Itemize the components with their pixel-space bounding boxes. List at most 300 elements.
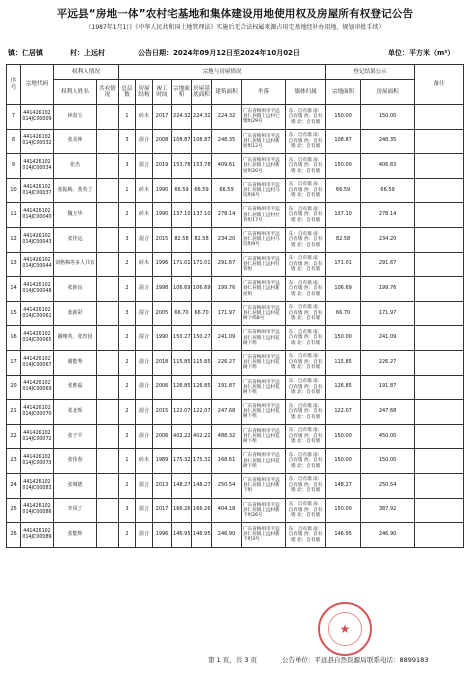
row-location: 广东省梅州市平远县仁居镇上远村花树下组 <box>242 424 286 449</box>
row-location: 广东省梅州市平远县仁居镇上远村马坑组9号 <box>242 227 286 252</box>
row-land-area: 106.69 <box>172 277 192 302</box>
page-title: 平远县“房地一体”农村宅基地和集体建设用地使用权及房屋所有权登记公告 <box>56 8 414 20</box>
row-seq: 24 <box>7 473 21 498</box>
row-reg-land: 126.85 <box>326 375 361 400</box>
row-location: 广东省梅州市平远县仁居镇上远村社背组 <box>242 252 286 277</box>
row-land-area: 171.01 <box>172 252 192 277</box>
row-land-area: 66.59 <box>172 178 192 203</box>
row-build-area: 488.32 <box>212 424 242 449</box>
row-remark <box>415 375 464 400</box>
row-build-area: 226.27 <box>212 350 242 375</box>
row-base-area: 66.59 <box>192 178 212 203</box>
row-location: 广东省梅州市平远县仁居镇上远村花树下组 <box>242 375 286 400</box>
row-build-area: 247.68 <box>212 400 242 425</box>
row-remark <box>415 277 464 302</box>
row-remark <box>415 301 464 326</box>
row-code: 441426102014JC00032 <box>21 129 54 154</box>
row-shared <box>97 129 119 154</box>
header-shared: 共有情况 <box>97 80 119 105</box>
row-seq: 16 <box>7 326 21 351</box>
row-reg-land: 171.01 <box>326 252 361 277</box>
row-reg-build: 291.67 <box>361 252 415 277</box>
row-floors: 3 <box>119 301 136 326</box>
row-year: 1990 <box>153 178 172 203</box>
row-base-area: 171.01 <box>192 252 212 277</box>
row-shared <box>97 473 119 498</box>
row-floors: 1 <box>119 178 136 203</box>
row-build-area: 404.18 <box>212 498 242 523</box>
row-base-area: 122.07 <box>192 400 212 425</box>
row-shared <box>97 498 119 523</box>
row-wall: 东：自有墙 南：自有墙 西：自有墙 北：自有墙 <box>286 227 326 252</box>
row-floors: 2 <box>119 523 136 548</box>
row-reg-build: 150.00 <box>361 105 415 130</box>
row-structure: 混合 <box>136 326 153 351</box>
row-location: 广东省梅州市平远县仁居镇上远村新屋组20号 <box>242 154 286 179</box>
row-base-area: 106.69 <box>192 277 212 302</box>
row-reg-land: 150.00 <box>326 449 361 474</box>
row-reg-land: 115.85 <box>326 350 361 375</box>
table-row <box>7 105 464 130</box>
header-rights: 权利人情况 <box>54 65 119 80</box>
row-code: 441426102014JC00048 <box>21 277 54 302</box>
header-wall: 墙体归属 <box>286 80 326 105</box>
header-base-area: 房屋基底面积 <box>192 80 212 105</box>
row-wall: 东：自有墙 南：自有墙 西：自有墙 北：自有墙 <box>286 105 326 130</box>
row-year: 2005 <box>153 301 172 326</box>
row-reg-build: 150.00 <box>361 449 415 474</box>
row-year: 1990 <box>153 326 172 351</box>
row-reg-land: 146.95 <box>326 523 361 548</box>
row-floors: 3 <box>119 498 136 523</box>
row-wall: 东：自有墙 南：自有墙 西：自有墙 北：自有墙 <box>286 178 326 203</box>
row-build-area: 246.90 <box>212 523 242 548</box>
row-land-area: 137.10 <box>172 203 192 228</box>
row-seq: 13 <box>7 252 21 277</box>
row-reg-land: 148.27 <box>326 473 361 498</box>
row-remark <box>415 203 464 228</box>
header-result: 登记结果公示 <box>326 65 415 80</box>
row-remark <box>415 473 464 498</box>
row-reg-land: 106.69 <box>326 277 361 302</box>
row-remark <box>415 326 464 351</box>
table-body <box>7 105 464 548</box>
row-structure: 混合 <box>136 154 153 179</box>
row-floors: 1 <box>119 105 136 130</box>
row-build-area: 250.54 <box>212 473 242 498</box>
row-structure: 砖木 <box>136 203 153 228</box>
row-shared <box>97 424 119 449</box>
row-holder: 谢能秀 <box>54 350 97 375</box>
row-location: 广东省梅州市平远县仁居镇上远村新下组26号 <box>242 498 286 523</box>
row-code: 441426102014JC00086 <box>21 498 54 523</box>
row-land-area: 122.07 <box>172 400 192 425</box>
row-code: 441426102014JC00073 <box>21 449 54 474</box>
table-row <box>7 178 464 203</box>
row-seq: 9 <box>7 154 21 179</box>
row-location: 广东省梅州市平远县仁居镇上远村新下组3号 <box>242 523 286 548</box>
notice-period: 公告日期：2024年09月12日至2024年10月02日 <box>138 49 300 57</box>
row-holder: 张北辉 <box>54 400 97 425</box>
row-shared <box>97 154 119 179</box>
row-holder: 李凤丁 <box>54 498 97 523</box>
row-remark <box>415 424 464 449</box>
row-shared <box>97 277 119 302</box>
row-seq: 14 <box>7 277 21 302</box>
row-shared <box>97 449 119 474</box>
row-build-area: 278.14 <box>212 203 242 228</box>
table-row <box>7 301 464 326</box>
registration-table <box>6 64 464 548</box>
row-reg-build: 387.92 <box>361 498 415 523</box>
row-holder: 魏玉华 <box>54 203 97 228</box>
row-code: 441426102014JC00067 <box>21 350 54 375</box>
row-reg-land: 150.00 <box>326 326 361 351</box>
row-remark <box>415 105 464 130</box>
row-floors: 2 <box>119 473 136 498</box>
row-structure: 砖木 <box>136 105 153 130</box>
row-holder: 林春玉 <box>54 105 97 130</box>
row-structure: 混合 <box>136 227 153 252</box>
row-code: 441426102014JC00070 <box>21 400 54 425</box>
header-seq: 序号 <box>7 65 21 105</box>
row-base-area: 148.27 <box>192 473 212 498</box>
table-row <box>7 227 464 252</box>
row-location: 广东省梅州市平远县仁居镇上远村新屋组 <box>242 277 286 302</box>
header-structure: 房屋结构 <box>136 80 153 105</box>
row-year: 2008 <box>153 129 172 154</box>
row-land-area: 175.32 <box>172 449 192 474</box>
row-reg-build: 247.68 <box>361 400 415 425</box>
row-reg-build: 250.54 <box>361 473 415 498</box>
table-row <box>7 203 464 228</box>
row-year: 2015 <box>153 400 172 425</box>
page-number: 第 1 页，共 3 页 <box>208 656 258 664</box>
row-base-area: 66.70 <box>192 301 212 326</box>
row-year: 1989 <box>153 449 172 474</box>
row-structure: 混合 <box>136 424 153 449</box>
row-seq: 21 <box>7 400 21 425</box>
row-holder: 张新彩 <box>54 301 97 326</box>
row-reg-build: 241.09 <box>361 326 415 351</box>
row-seq: 8 <box>7 129 21 154</box>
row-shared <box>97 227 119 252</box>
row-seq: 15 <box>7 301 21 326</box>
row-remark <box>415 154 464 179</box>
row-shared <box>97 301 119 326</box>
header-reg-land: 宗地面积 <box>326 80 361 105</box>
table-row <box>7 473 464 498</box>
row-base-area: 153.78 <box>192 154 212 179</box>
row-reg-land: 150.00 <box>326 105 361 130</box>
header-floors: 总层数 <box>119 80 136 105</box>
row-build-area: 191.87 <box>212 375 242 400</box>
row-reg-build: 171.97 <box>361 301 415 326</box>
row-location: 广东省梅州市平远县仁居镇上远村花树下组 <box>242 326 286 351</box>
row-seq: 26 <box>7 523 21 548</box>
row-wall: 东：自有墙 南：自有墙 西：自有墙 北：自有墙 <box>286 252 326 277</box>
row-wall: 东：自有墙 南：自有墙 西：自有墙 北：自有墙 <box>286 129 326 154</box>
row-holder: 张佳远 <box>54 227 97 252</box>
row-wall: 东：自有墙 南：自有墙 西：自有墙 北：自有墙 <box>286 375 326 400</box>
row-seq: 12 <box>7 227 21 252</box>
row-shared <box>97 252 119 277</box>
table-row <box>7 424 464 449</box>
row-reg-build: 278.14 <box>361 203 415 228</box>
header-location: 坐落 <box>242 80 286 105</box>
row-remark <box>415 449 464 474</box>
row-wall: 东：自有墙 南：自有墙 西：自有墙 北：自有墙 <box>286 449 326 474</box>
row-base-area: 82.58 <box>192 227 212 252</box>
issuing-org: 公告单位：平远县自然资源局 <box>282 656 367 664</box>
row-build-area: 224.32 <box>212 105 242 130</box>
row-reg-land: 150.00 <box>326 498 361 523</box>
row-remark <box>415 252 464 277</box>
town-label: 镇：仁居镇 <box>8 49 43 57</box>
row-remark <box>415 178 464 203</box>
row-wall: 东：自有墙 南：自有墙 西：自有墙 北：自有墙 <box>286 350 326 375</box>
row-shared <box>97 375 119 400</box>
contact-phone: 联系电话：8899183 <box>367 656 429 664</box>
row-reg-build: 226.27 <box>361 350 415 375</box>
row-structure: 砖木 <box>136 449 153 474</box>
row-base-area: 108.87 <box>192 129 212 154</box>
row-land-area: 150.27 <box>172 326 192 351</box>
row-seq: 10 <box>7 178 21 203</box>
row-floors: 2 <box>119 375 136 400</box>
row-reg-build: 234.20 <box>361 227 415 252</box>
table-row <box>7 326 464 351</box>
row-floors: 2 <box>119 203 136 228</box>
row-base-area: 146.95 <box>192 523 212 548</box>
row-base-area: 166.26 <box>192 498 212 523</box>
row-code: 441426102014JC00065 <box>21 326 54 351</box>
row-land-area: 402.22 <box>172 424 192 449</box>
row-build-area: 241.09 <box>212 326 242 351</box>
row-shared <box>97 105 119 130</box>
row-code: 441426102014JC00034 <box>21 154 54 179</box>
row-land-area: 115.85 <box>172 350 192 375</box>
row-shared <box>97 178 119 203</box>
row-code: 441426102014JC00040 <box>21 203 54 228</box>
row-reg-land: 66.59 <box>326 178 361 203</box>
row-location: 广东省梅州市平远县仁居镇上远村花树下组8号 <box>242 301 286 326</box>
table-row <box>7 375 464 400</box>
row-floors: 2 <box>119 424 136 449</box>
row-year: 2018 <box>153 350 172 375</box>
row-build-area: 248.35 <box>212 129 242 154</box>
row-structure: 混合 <box>136 301 153 326</box>
row-land-area: 153.78 <box>172 154 192 179</box>
table-row <box>7 400 464 425</box>
official-seal: ★ <box>318 602 372 656</box>
row-holder: 谢赌英、张育因 <box>54 326 97 351</box>
row-remark <box>415 227 464 252</box>
row-floors: 3 <box>119 129 136 154</box>
row-floors: 2 <box>119 326 136 351</box>
table-row <box>7 350 464 375</box>
row-base-area: 402.22 <box>192 424 212 449</box>
row-build-area: 234.20 <box>212 227 242 252</box>
row-land-area: 108.87 <box>172 129 192 154</box>
row-reg-build: 199.76 <box>361 277 415 302</box>
row-location: 广东省梅州市平远县仁居镇上远村新屋组12号 <box>242 129 286 154</box>
row-base-area: 115.85 <box>192 350 212 375</box>
table-row <box>7 154 464 179</box>
row-land-area: 66.70 <box>172 301 192 326</box>
table-row <box>7 523 464 548</box>
row-reg-land: 108.87 <box>326 129 361 154</box>
row-reg-land: 82.58 <box>326 227 361 252</box>
row-year: 2019 <box>153 154 172 179</box>
row-floors: 2 <box>119 252 136 277</box>
row-location: 广东省梅州市平远县仁居镇上远村花树下组 <box>242 350 286 375</box>
table-row <box>7 252 464 277</box>
row-code: 441426102014JC00089 <box>21 523 54 548</box>
row-reg-land: 150.00 <box>326 154 361 179</box>
row-seq: 7 <box>7 105 21 130</box>
row-year: 1996 <box>153 252 172 277</box>
row-structure: 砖木 <box>136 252 153 277</box>
row-shared <box>97 326 119 351</box>
row-location: 广东省梅州市平远县仁居镇上远村七墩组29号 <box>242 105 286 130</box>
row-year: 2017 <box>153 105 172 130</box>
row-year: 1990 <box>153 203 172 228</box>
row-location: 广东省梅州市平远县仁居镇上远村新下组 <box>242 473 286 498</box>
row-build-area: 168.61 <box>212 449 242 474</box>
row-build-area: 171.97 <box>212 301 242 326</box>
row-remark <box>415 350 464 375</box>
row-build-area: 199.76 <box>212 277 242 302</box>
row-reg-land: 66.70 <box>326 301 361 326</box>
row-floors: 2 <box>119 350 136 375</box>
row-location: 广东省梅州市平远县仁居镇上远村花树下组 <box>242 449 286 474</box>
row-reg-build: 246.90 <box>361 523 415 548</box>
row-location: 广东省梅州市平远县仁居镇上远村社背组17号 <box>242 203 286 228</box>
row-floors: 2 <box>119 400 136 425</box>
row-wall: 东：自有墙 南：自有墙 西：自有墙 北：自有墙 <box>286 203 326 228</box>
row-shared <box>97 350 119 375</box>
row-holder: 张子平 <box>54 424 97 449</box>
row-base-area: 175.32 <box>192 449 212 474</box>
row-structure: 砖木 <box>136 178 153 203</box>
row-base-area: 224.32 <box>192 105 212 130</box>
row-reg-build: 248.35 <box>361 129 415 154</box>
header-year: 竣工时间 <box>153 80 172 105</box>
row-code: 441426102014JC00061 <box>21 301 54 326</box>
row-floors: 2 <box>119 277 136 302</box>
row-year: 2015 <box>153 227 172 252</box>
row-shared <box>97 523 119 548</box>
row-holder: 张杰 <box>54 154 97 179</box>
table-row <box>7 449 464 474</box>
row-holder: 张胜福 <box>54 375 97 400</box>
row-structure: 混合 <box>136 523 153 548</box>
row-build-area: 291.67 <box>212 252 242 277</box>
header-build-area: 建筑面积 <box>212 80 242 105</box>
row-wall: 东：自有墙 南：自有墙 西：自有墙 北：自有墙 <box>286 498 326 523</box>
header-reg-build: 房屋面积 <box>361 80 415 105</box>
row-structure: 混合 <box>136 473 153 498</box>
row-land-area: 166.26 <box>172 498 192 523</box>
row-year: 2017 <box>153 498 172 523</box>
row-seq: 25 <box>7 498 21 523</box>
row-reg-build: 450.00 <box>361 424 415 449</box>
row-base-area: 150.27 <box>192 326 212 351</box>
header-holder: 权利人姓名 <box>54 80 97 105</box>
row-wall: 东：自有墙 南：自有墙 西：自有墙 北：自有墙 <box>286 326 326 351</box>
row-reg-build: 191.87 <box>361 375 415 400</box>
row-seq: 20 <box>7 375 21 400</box>
row-remark <box>415 498 464 523</box>
table-row <box>7 498 464 523</box>
row-structure: 混合 <box>136 498 153 523</box>
header-remark: 备注 <box>415 65 464 105</box>
row-seq: 17 <box>7 350 21 375</box>
village-label: 村：上远村 <box>70 49 105 57</box>
row-land-area: 82.58 <box>172 227 192 252</box>
row-wall: 东：自有墙 南：自有墙 西：自有墙 北：自有墙 <box>286 473 326 498</box>
row-build-area: 66.59 <box>212 178 242 203</box>
row-code: 441426102014JC00083 <box>21 473 54 498</box>
row-wall: 东：自有墙 南：自有墙 西：自有墙 北：自有墙 <box>286 301 326 326</box>
header-land-area: 宗地面积 <box>172 80 192 105</box>
row-year: 2006 <box>153 375 172 400</box>
row-wall: 东：自有墙 南：自有墙 西：自有墙 北：自有墙 <box>286 400 326 425</box>
row-reg-land: 150.00 <box>326 424 361 449</box>
row-remark <box>415 400 464 425</box>
row-holder: 张城德 <box>54 473 97 498</box>
row-holder: 张美坤 <box>54 129 97 154</box>
table-row <box>7 129 464 154</box>
row-reg-land: 122.07 <box>326 400 361 425</box>
row-holder: 张新良 <box>54 277 97 302</box>
row-reg-land: 137.10 <box>326 203 361 228</box>
row-floors: 1 <box>119 449 136 474</box>
header-land-house: 宗地与房屋情况 <box>119 65 326 80</box>
row-wall: 东：自有墙 南：自有墙 西：自有墙 北：自有墙 <box>286 523 326 548</box>
table-row <box>7 277 464 302</box>
row-holder: 刘格梅等多人共有 <box>54 252 97 277</box>
row-wall: 东：自有墙 南：自有墙 西：自有墙 北：自有墙 <box>286 154 326 179</box>
row-location: 广东省梅州市平远县仁居镇上远村花树下组 <box>242 400 286 425</box>
row-code: 441426102014JC00043 <box>21 227 54 252</box>
row-structure: 混合 <box>136 375 153 400</box>
row-shared <box>97 203 119 228</box>
row-base-area: 126.85 <box>192 375 212 400</box>
row-code: 441426102014JC00037 <box>21 178 54 203</box>
row-seq: 22 <box>7 424 21 449</box>
row-land-area: 146.95 <box>172 523 192 548</box>
row-wall: 东：自有墙 南：自有墙 西：自有墙 北：自有墙 <box>286 424 326 449</box>
row-code: 441426102014JC00072 <box>21 424 54 449</box>
row-structure: 混合 <box>136 277 153 302</box>
row-year: 1996 <box>153 523 172 548</box>
row-structure: 混合 <box>136 129 153 154</box>
row-land-area: 148.27 <box>172 473 192 498</box>
row-seq: 11 <box>7 203 21 228</box>
row-code: 441426102014JC00069 <box>21 375 54 400</box>
row-floors: 3 <box>119 154 136 179</box>
row-wall: 东：自有墙 南：自有墙 西：自有墙 北：自有墙 <box>286 277 326 302</box>
row-code: 441426102014JC00009 <box>21 105 54 130</box>
row-remark <box>415 129 464 154</box>
row-code: 441426102014JC00044 <box>21 252 54 277</box>
row-structure: 混合 <box>136 400 153 425</box>
row-land-area: 224.32 <box>172 105 192 130</box>
header-code: 宗地代码 <box>21 65 54 105</box>
row-seq: 23 <box>7 449 21 474</box>
